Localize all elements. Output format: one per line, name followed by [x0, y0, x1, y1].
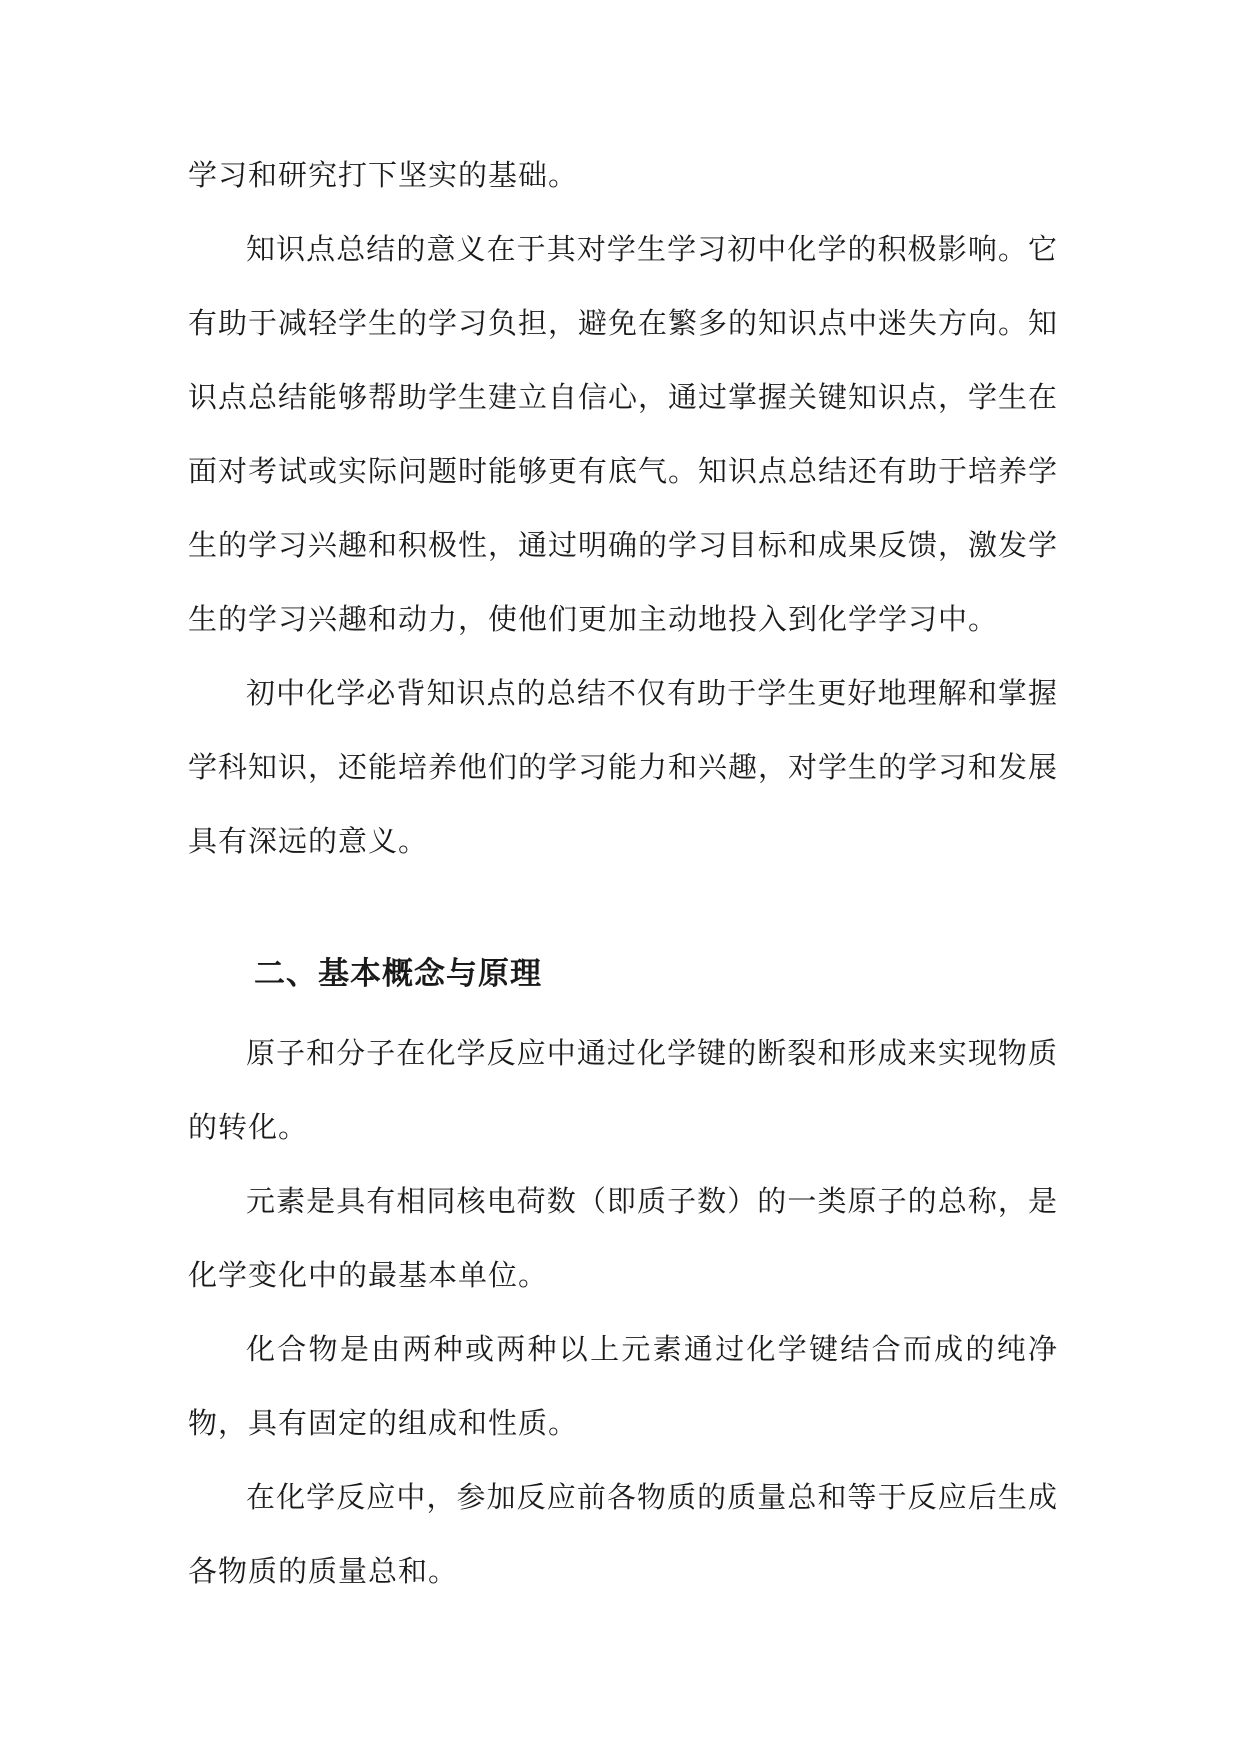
paragraph-significance: 知识点总结的意义在于其对学生学习初中化学的积极影响。它有助于减轻学生的学习负担，避免在繁多的知识点中迷失方向。知识点总结能够帮助学生建立自信心，通过掌握关键知识点，学生在面对考试或实际问题时能够更有底气。知识点总结还有助于培养学生的学习兴趣和积极性，通过明确的学习目标和成果反馈，激发学生的学习兴趣和动力，使他们更加主动地投入到化学学习中。 — [188, 232, 1059, 636]
paragraph-atoms-molecules: 原子和分子在化学反应中通过化学键的断裂和形成来实现物质的转化。 — [188, 1036, 1058, 1144]
paragraph-elements: 元素是具有相同核电荷数（即质子数）的一类原子的总称，是化学变化中的最基本单位。 — [188, 1184, 1058, 1292]
document-body — [188, 138, 1058, 1608]
paragraph-conclusion: 初中化学必背知识点的总结不仅有助于学生更好地理解和掌握学科知识，还能培养他们的学习能力和兴趣，对学生的学习和发展具有深远的意义。 — [188, 676, 1059, 858]
section-heading: 二、基本概念与原理 — [254, 956, 542, 992]
paragraph-continuation: 学习和研究打下坚实的基础。 — [188, 158, 579, 192]
paragraph-compounds: 化合物是由两种或两种以上元素通过化学键结合而成的纯净物，具有固定的组成和性质。 — [188, 1332, 1058, 1440]
paragraph-mass-conservation: 在化学反应中，参加反应前各物质的质量总和等于反应后生成各物质的质量总和。 — [188, 1480, 1058, 1588]
